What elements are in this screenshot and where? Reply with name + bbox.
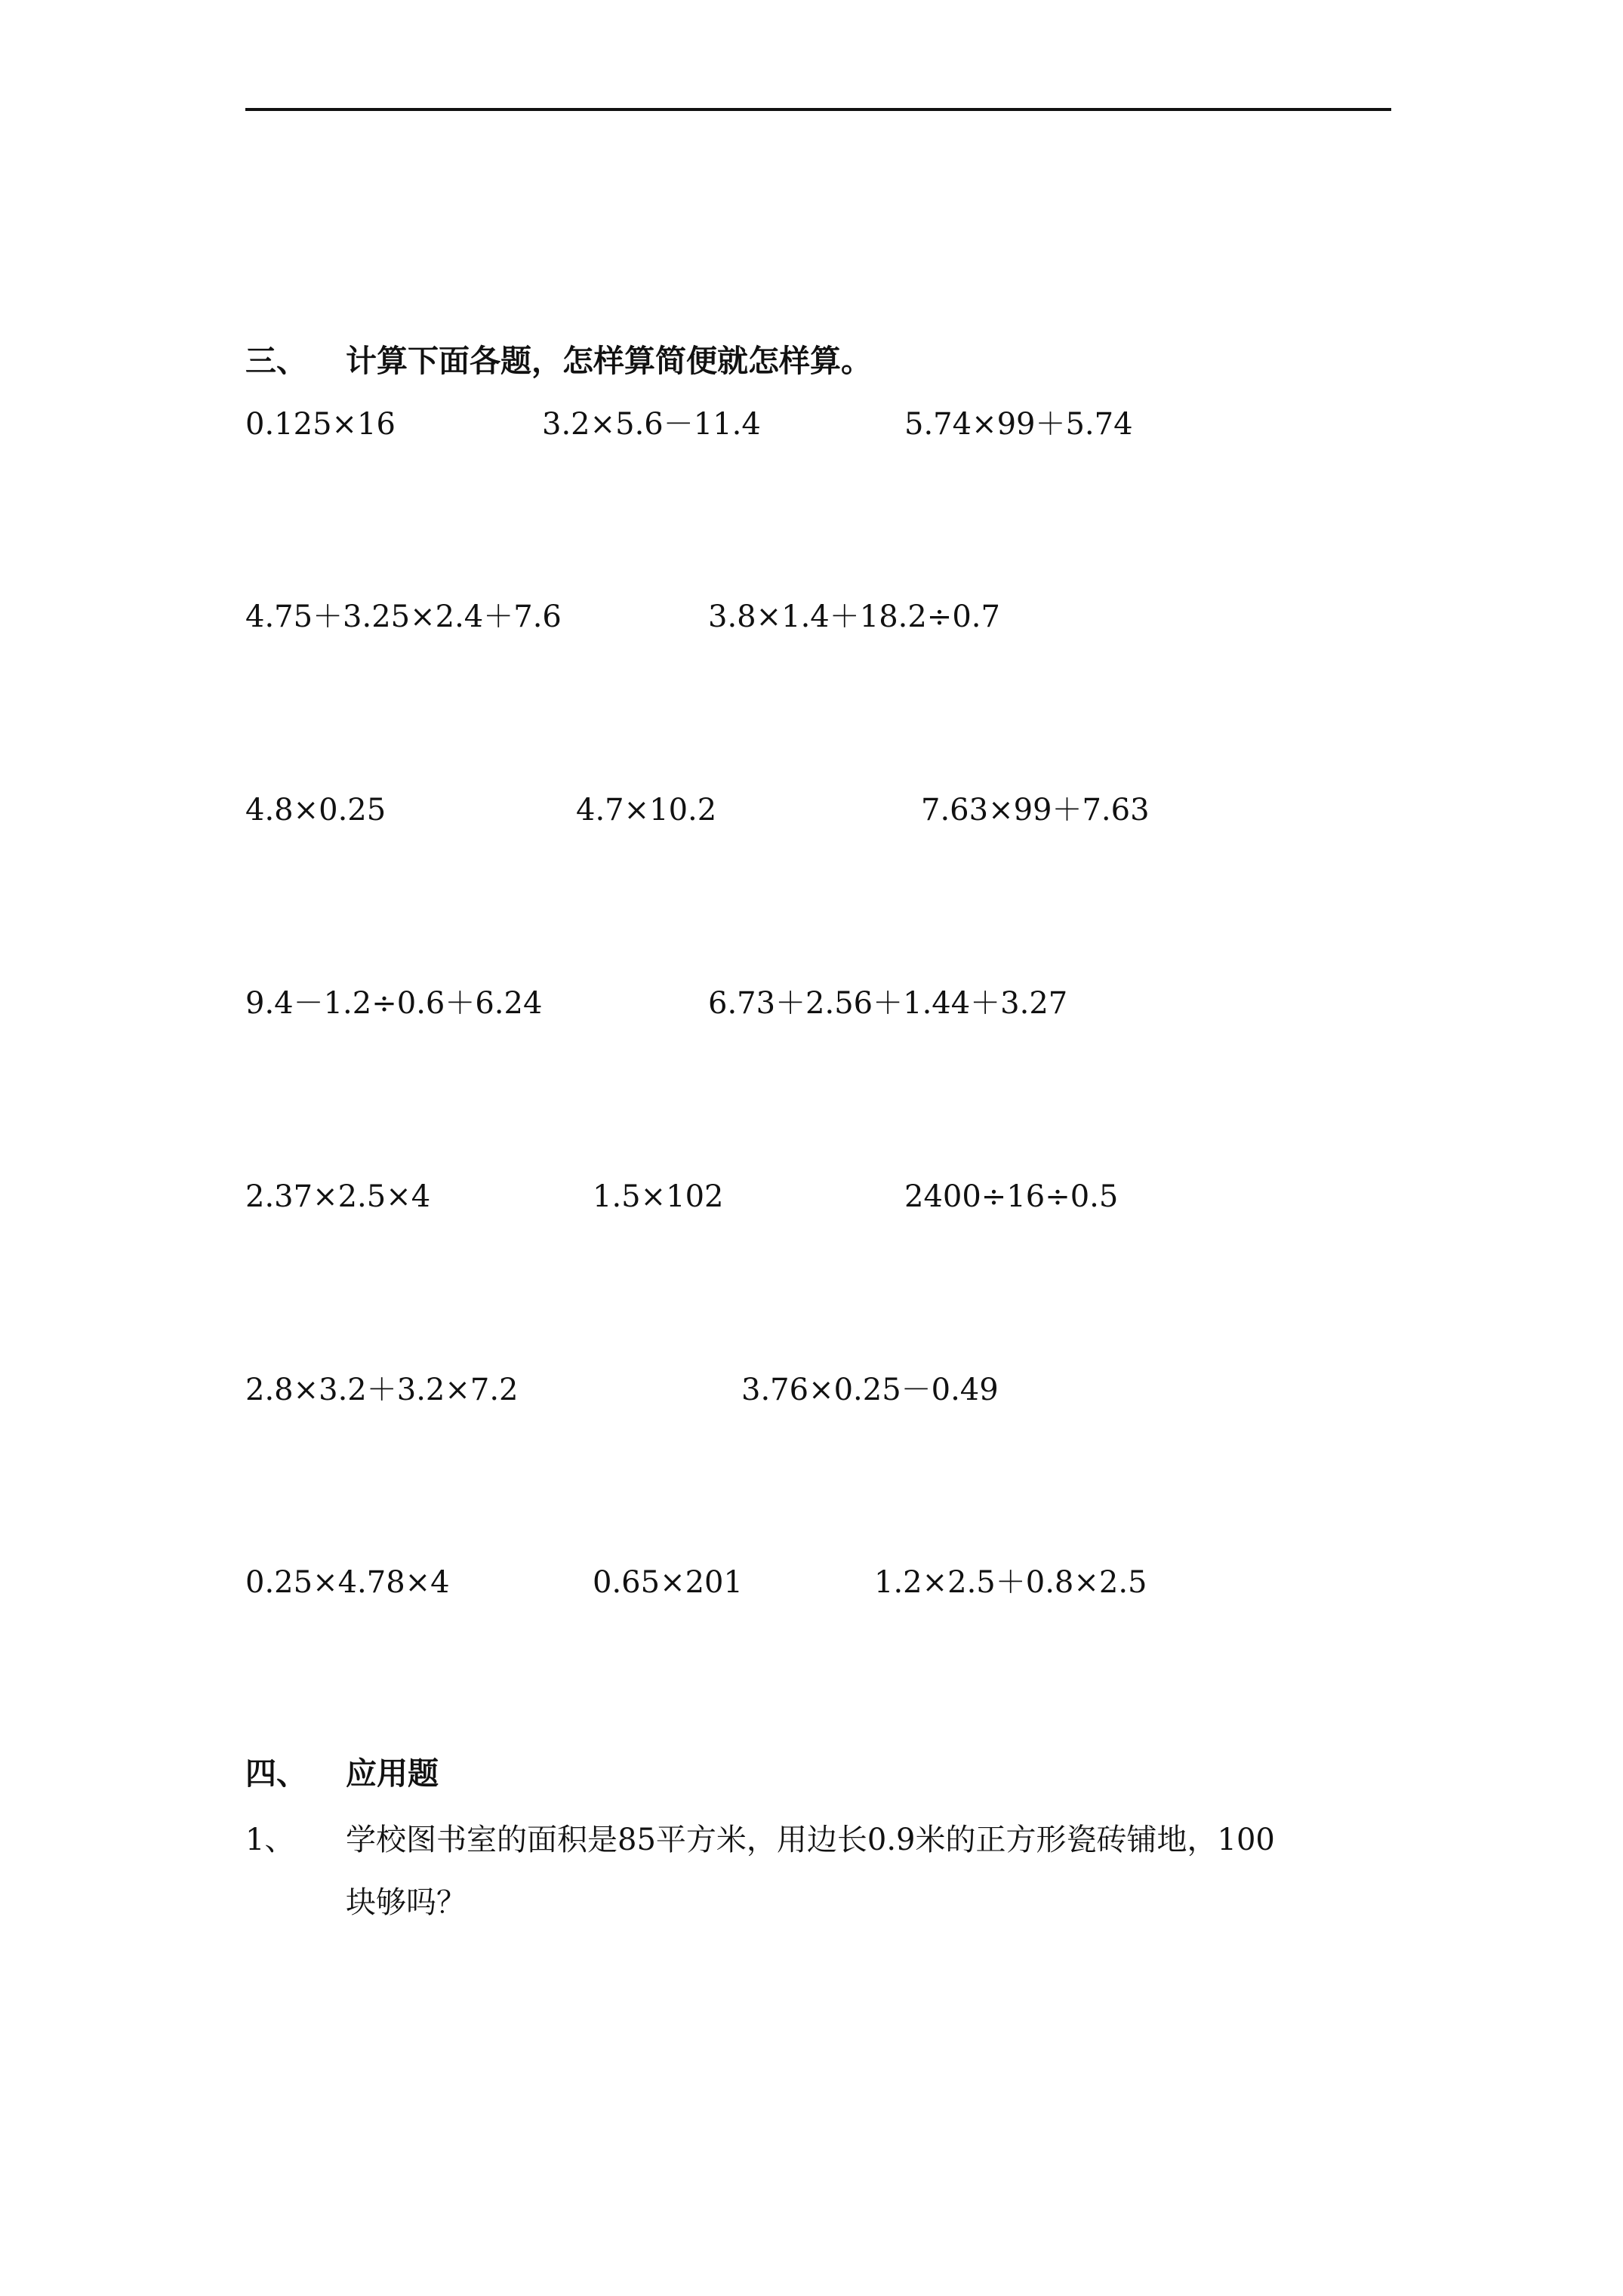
expression: 5.74×99＋5.74	[904, 407, 1133, 442]
expression: 4.75＋3.25×2.4＋7.6	[245, 599, 562, 634]
expression: 1.2×2.5＋0.8×2.5	[874, 1565, 1147, 1600]
section-3-number: 三、	[245, 343, 307, 379]
problem-text-line-2: 块够吗？	[346, 1885, 467, 1920]
expression: 0.25×4.78×4	[245, 1565, 450, 1600]
expression: 6.73＋2.56＋1.44＋3.27	[708, 986, 1068, 1021]
section-3-title: 计算下面各题，怎样算简便就怎样算。	[346, 343, 872, 379]
expression: 3.8×1.4＋18.2÷0.7	[708, 599, 1000, 634]
section-4-title: 应用题	[346, 1755, 439, 1792]
expression: 1.5×102	[593, 1179, 724, 1214]
expression: 9.4－1.2÷0.6＋6.24	[245, 986, 543, 1021]
problem-text-line-1: 学校图书室的面积是85平方米，用边长0.9米的正方形瓷砖铺地，100	[346, 1823, 1275, 1857]
expression: 4.8×0.25	[245, 793, 387, 827]
section-4-number: 四、	[245, 1755, 307, 1792]
expression: 7.63×99＋7.63	[921, 793, 1150, 827]
problem-number: 1、	[245, 1823, 295, 1857]
expression: 2.37×2.5×4	[245, 1179, 431, 1214]
expression: 2400÷16÷0.5	[904, 1179, 1119, 1214]
header-rule	[245, 108, 1391, 111]
expression: 0.125×16	[245, 407, 396, 442]
expression: 2.8×3.2＋3.2×7.2	[245, 1373, 519, 1407]
expression: 0.65×201	[593, 1565, 743, 1600]
expression: 4.7×10.2	[576, 793, 717, 827]
expression: 3.2×5.6－11.4	[542, 407, 761, 442]
expression: 3.76×0.25－0.49	[741, 1373, 999, 1407]
